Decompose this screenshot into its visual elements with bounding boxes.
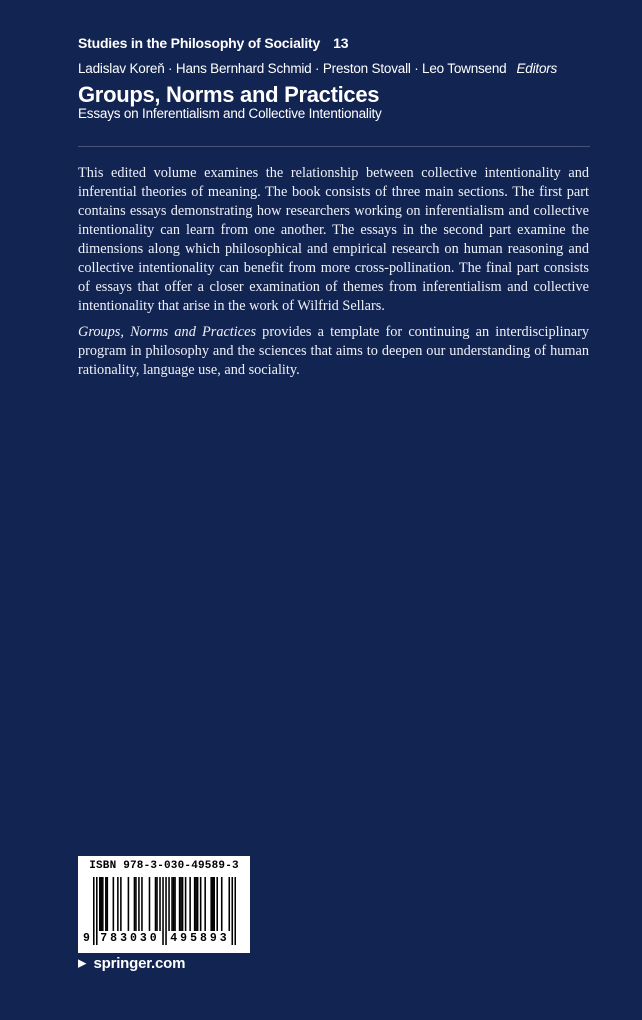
series-title-line bbox=[78, 35, 348, 51]
blurb-paragraph-1: This edited volume examines the relationship between collective intentionality and inferential theories of meaning. The book consists of three main sections. The first part contains essays demonstrating how researchers working on inferentialism and collective intentionality can learn from one another. The essays in the second part examine the dimensions along which philosophical and empirical research on human reasoning and collective intentionality can benefit from more cross-pollination. The final part consists of essays that offer a closer examination of themes from inferentialism and collective intentionality that arise in the work of Wilfrid Sellars. bbox=[78, 165, 589, 314]
ean-digit-group2: 495893 bbox=[170, 932, 230, 945]
book-subtitle: Essays on Inferentialism and Collective Intentionality bbox=[78, 106, 382, 121]
editors-label: Editors bbox=[516, 61, 558, 76]
authors-names: Ladislav Koreň · Hans Bernhard Schmid · Preston Stovall · Leo Townsend bbox=[78, 61, 507, 76]
ean-digit-group1: 783030 bbox=[100, 932, 160, 945]
authors-line bbox=[78, 61, 557, 76]
isbn-barcode-box bbox=[78, 856, 250, 953]
springer-arrow-icon: ▶ bbox=[78, 957, 87, 970]
divider-line bbox=[78, 146, 590, 147]
series-title: Studies in the Philosophy of Sociality bbox=[78, 35, 321, 51]
series-number: 13 bbox=[333, 35, 349, 51]
publisher-footer bbox=[78, 955, 185, 972]
back-cover-blurb bbox=[78, 164, 589, 380]
blurb-paragraph-2-text: provides a template for continuing an interdisciplinary program in philosophy and the sciences that aims to deepen our understanding of human rationality, language use, and sociality. bbox=[78, 324, 589, 378]
springer-url: springer.com bbox=[93, 955, 186, 972]
book-title: Groups, Norms and Practices bbox=[78, 82, 380, 107]
isbn-number-label: ISBN 978-3-030-49589-3 bbox=[89, 860, 239, 872]
blurb-book-title-italic: Groups, Norms and Practices bbox=[78, 324, 257, 340]
blurb-paragraph-2 bbox=[78, 323, 589, 380]
ean-digit-first: 9 bbox=[83, 932, 90, 945]
